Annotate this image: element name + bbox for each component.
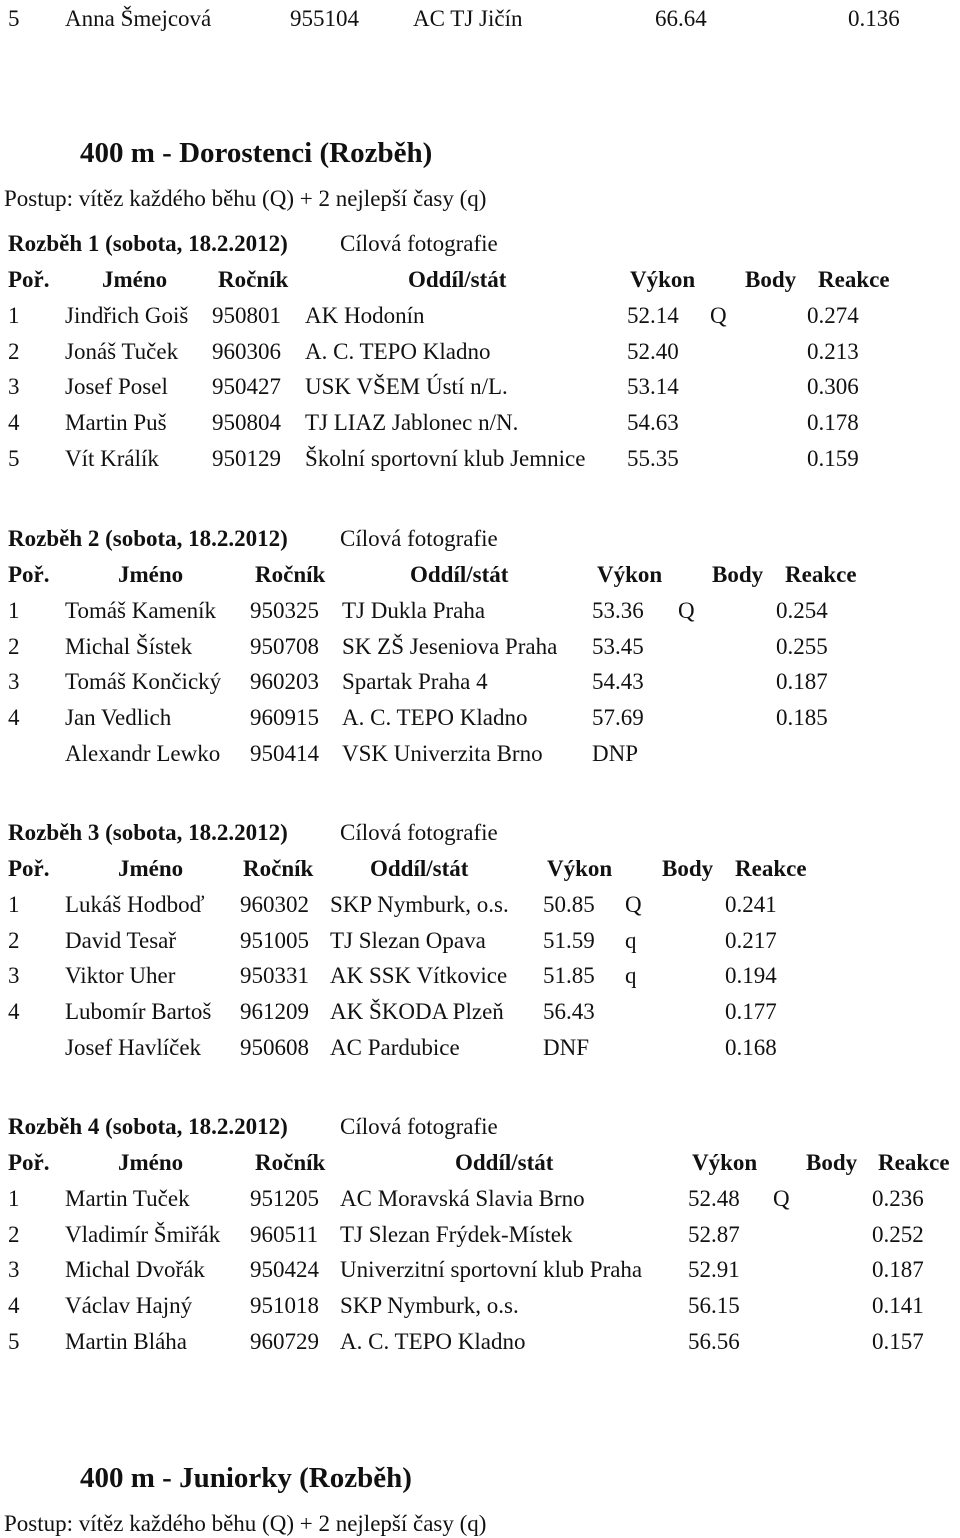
heat-4-row-2-result: 52.87	[688, 1222, 740, 1247]
heat-2-row-1-athlete-name: Tomáš Kameník	[65, 598, 217, 623]
heat-4-row-3-rank: 3	[8, 1257, 20, 1282]
heat-4-row-4-athlete-name: Václav Hajný	[65, 1293, 193, 1318]
heat-4-row-3-club: Univerzitní sportovní klub Praha	[340, 1257, 643, 1282]
heat-2-row-2-athlete-name: Michal Šístek	[65, 634, 193, 659]
heat-4-row-2-athlete-name: Vladimír Šmiřák	[65, 1222, 221, 1247]
heat-4-row-1-reaction: 0.236	[872, 1186, 924, 1211]
heat-4-row-1-athlete-name: Martin Tuček	[65, 1186, 190, 1211]
heat-3-row-1-rank: 1	[8, 892, 20, 917]
heat-1-col-reakce: Reakce	[818, 267, 890, 292]
heat-3-col-vykon: Výkon	[547, 856, 613, 881]
heat-3-row-2-club: TJ Slezan Opava	[330, 928, 486, 953]
heat-2-col-vykon: Výkon	[597, 562, 663, 587]
heat-1-row-2-athlete-name: Jonáš Tuček	[65, 339, 179, 364]
heat-2-row-5-result: DNP	[592, 741, 639, 766]
heat-1-row-5-athlete-name: Vít Králík	[65, 446, 159, 471]
qualification-rule: Postup: vítěz každého běhu (Q) + 2 nejlepší časy (q)	[4, 186, 487, 211]
heat-4-row-2-rank: 2	[8, 1222, 20, 1247]
heat-2-col-rocnik: Ročník	[255, 562, 326, 587]
heat-4-row-4-result: 56.15	[688, 1293, 740, 1318]
heat-3-row-5-birth-code: 950608	[240, 1035, 309, 1060]
heat-3-row-2-athlete-name: David Tesař	[65, 928, 177, 953]
heat-3-row-3-qualification: q	[625, 963, 637, 988]
heat-1-col-body: Body	[745, 267, 797, 292]
heat-3-row-1-qualification: Q	[625, 892, 642, 917]
heat-2-row-5-birth-code: 950414	[250, 741, 319, 766]
heat-2-row-1-reaction: 0.254	[776, 598, 828, 623]
heat-3-row-3-reaction: 0.194	[725, 963, 777, 988]
heat-1-row-3-birth-code: 950427	[212, 374, 281, 399]
heat-2-row-4-rank: 4	[8, 705, 20, 730]
heat-1-title: Rozběh 1 (sobota, 18.2.2012)	[8, 231, 288, 256]
heat-2-row-3-birth-code: 960203	[250, 669, 319, 694]
heat-3-row-5-athlete-name: Josef Havlíček	[65, 1035, 202, 1060]
heat-1-row-4-birth-code: 950804	[212, 410, 281, 435]
heat-2-col-por: Poř.	[8, 562, 50, 587]
heat-3-row-1-club: SKP Nymburk, o.s.	[330, 892, 509, 917]
heat-3-row-3-result: 51.85	[543, 963, 595, 988]
heat-4-photo-finish: Cílová fotografie	[340, 1114, 498, 1139]
heat-3-row-4-rank: 4	[8, 999, 20, 1024]
heat-2-col-jmeno: Jméno	[118, 562, 184, 587]
heat-4-row-1-rank: 1	[8, 1186, 20, 1211]
heat-1-row-4-athlete-name: Martin Puš	[65, 410, 167, 435]
top-row-result: 66.64	[655, 6, 707, 31]
heat-4-row-4-reaction: 0.141	[872, 1293, 924, 1318]
heat-4-col-body: Body	[806, 1150, 858, 1175]
heat-1-row-2-club: A. C. TEPO Kladno	[305, 339, 491, 364]
heat-1-row-5-birth-code: 950129	[212, 446, 281, 471]
heat-3-row-2-birth-code: 951005	[240, 928, 309, 953]
event-title: 400 m - Dorostenci (Rozběh)	[80, 137, 433, 169]
heat-2-row-4-athlete-name: Jan Vedlich	[65, 705, 172, 730]
heat-3-row-3-rank: 3	[8, 963, 20, 988]
heat-3-row-2-result: 51.59	[543, 928, 595, 953]
heat-4-row-3-reaction: 0.187	[872, 1257, 924, 1282]
heat-2-col-reakce: Reakce	[785, 562, 857, 587]
heat-4-col-por: Poř.	[8, 1150, 50, 1175]
heat-4-col-oddil: Oddíl/stát	[455, 1150, 554, 1175]
heat-1-row-4-result: 54.63	[627, 410, 679, 435]
heat-2-row-1-birth-code: 950325	[250, 598, 319, 623]
heat-3-row-3-athlete-name: Viktor Uher	[65, 963, 176, 988]
heat-4-row-5-birth-code: 960729	[250, 1329, 319, 1354]
heat-3-row-4-birth-code: 961209	[240, 999, 309, 1024]
heat-1-row-4-reaction: 0.178	[807, 410, 859, 435]
heat-1-row-1-rank: 1	[8, 303, 20, 328]
heat-2-col-oddil: Oddíl/stát	[410, 562, 509, 587]
heat-3-photo-finish: Cílová fotografie	[340, 820, 498, 845]
heat-2-row-5-athlete-name: Alexandr Lewko	[65, 741, 221, 766]
heat-1-row-1-reaction: 0.274	[807, 303, 859, 328]
top-row-rank: 5	[8, 6, 20, 31]
heat-4-row-1-result: 52.48	[688, 1186, 740, 1211]
heat-3-title: Rozběh 3 (sobota, 18.2.2012)	[8, 820, 288, 845]
heat-3-row-3-birth-code: 950331	[240, 963, 309, 988]
heat-1-row-4-rank: 4	[8, 410, 20, 435]
heat-3-col-por: Poř.	[8, 856, 50, 881]
heat-1-row-5-club: Školní sportovní klub Jemnice	[305, 446, 586, 471]
heat-4-row-4-club: SKP Nymburk, o.s.	[340, 1293, 519, 1318]
heat-2-row-3-athlete-name: Tomáš Končický	[65, 669, 222, 694]
heat-2-row-1-result: 53.36	[592, 598, 644, 623]
heat-1-row-1-athlete-name: Jindřich Goiš	[65, 303, 189, 328]
heat-2-title: Rozběh 2 (sobota, 18.2.2012)	[8, 526, 288, 551]
heat-3-row-5-club: AC Pardubice	[330, 1035, 460, 1060]
heat-4-row-3-birth-code: 950424	[250, 1257, 319, 1282]
heat-1-row-1-birth-code: 950801	[212, 303, 281, 328]
heat-4-col-jmeno: Jméno	[118, 1150, 184, 1175]
heat-3-row-1-reaction: 0.241	[725, 892, 777, 917]
heat-2-row-1-qualification: Q	[678, 598, 695, 623]
heat-2-row-2-birth-code: 950708	[250, 634, 319, 659]
heat-1-col-rocnik: Ročník	[218, 267, 289, 292]
heat-2-row-4-result: 57.69	[592, 705, 644, 730]
heat-3-row-2-qualification: q	[625, 928, 637, 953]
heat-3-col-body: Body	[662, 856, 714, 881]
heat-3-row-5-reaction: 0.168	[725, 1035, 777, 1060]
heat-1-row-5-result: 55.35	[627, 446, 679, 471]
heat-2-row-2-reaction: 0.255	[776, 634, 828, 659]
heat-2-row-4-club: A. C. TEPO Kladno	[342, 705, 528, 730]
heat-3-col-rocnik: Ročník	[243, 856, 314, 881]
heat-2-row-3-rank: 3	[8, 669, 20, 694]
heat-4-row-1-qualification: Q	[773, 1186, 790, 1211]
heat-1-row-1-club: AK Hodonín	[305, 303, 425, 328]
heat-1-row-2-reaction: 0.213	[807, 339, 859, 364]
heat-4-col-reakce: Reakce	[878, 1150, 950, 1175]
heat-1-row-3-rank: 3	[8, 374, 20, 399]
heat-2-row-1-club: TJ Dukla Praha	[342, 598, 486, 623]
heat-4-row-5-rank: 5	[8, 1329, 20, 1354]
heat-2-row-3-result: 54.43	[592, 669, 644, 694]
heat-3-row-2-rank: 2	[8, 928, 20, 953]
heat-2-row-2-result: 53.45	[592, 634, 644, 659]
heat-1-row-3-reaction: 0.306	[807, 374, 859, 399]
heat-3-row-2-reaction: 0.217	[725, 928, 777, 953]
heat-4-row-5-club: A. C. TEPO Kladno	[340, 1329, 526, 1354]
heat-3-col-jmeno: Jméno	[118, 856, 184, 881]
heat-1-col-por: Poř.	[8, 267, 50, 292]
heat-1-col-jmeno: Jméno	[102, 267, 168, 292]
heat-1-row-3-result: 53.14	[627, 374, 679, 399]
heat-1-row-2-rank: 2	[8, 339, 20, 364]
top-row-athlete-name: Anna Šmejcová	[65, 6, 212, 31]
heat-4-row-4-birth-code: 951018	[250, 1293, 319, 1318]
top-row-birth-code: 955104	[290, 6, 359, 31]
top-row-reaction: 0.136	[848, 6, 900, 31]
heat-2-photo-finish: Cílová fotografie	[340, 526, 498, 551]
heat-1-row-2-birth-code: 960306	[212, 339, 281, 364]
heat-4-row-1-birth-code: 951205	[250, 1186, 319, 1211]
heat-4-row-5-result: 56.56	[688, 1329, 740, 1354]
heat-1-row-5-rank: 5	[8, 446, 20, 471]
heat-4-row-3-athlete-name: Michal Dvořák	[65, 1257, 205, 1282]
heat-1-row-1-result: 52.14	[627, 303, 679, 328]
heat-4-title: Rozběh 4 (sobota, 18.2.2012)	[8, 1114, 288, 1139]
heat-3-row-4-result: 56.43	[543, 999, 595, 1024]
heat-3-col-reakce: Reakce	[735, 856, 807, 881]
heat-2-row-5-club: VSK Univerzita Brno	[342, 741, 543, 766]
heat-1-row-3-club: USK VŠEM Ústí n/L.	[305, 374, 508, 399]
heat-3-row-4-reaction: 0.177	[725, 999, 777, 1024]
heat-2-row-4-reaction: 0.185	[776, 705, 828, 730]
heat-4-row-2-club: TJ Slezan Frýdek-Místek	[340, 1222, 573, 1247]
heat-2-row-4-birth-code: 960915	[250, 705, 319, 730]
heat-2-row-3-reaction: 0.187	[776, 669, 828, 694]
heat-4-col-rocnik: Ročník	[255, 1150, 326, 1175]
heat-2-row-2-club: SK ZŠ Jeseniova Praha	[342, 634, 558, 659]
heat-3-row-3-club: AK SSK Vítkovice	[330, 963, 508, 988]
heat-1-row-3-athlete-name: Josef Posel	[65, 374, 168, 399]
heat-3-row-5-result: DNF	[543, 1035, 590, 1060]
heat-1-row-1-qualification: Q	[710, 303, 727, 328]
heat-4-row-2-birth-code: 960511	[250, 1222, 319, 1247]
heat-4-row-5-reaction: 0.157	[872, 1329, 924, 1354]
heat-3-row-1-birth-code: 960302	[240, 892, 309, 917]
heat-3-row-4-athlete-name: Lubomír Bartoš	[65, 999, 212, 1024]
heat-4-col-vykon: Výkon	[692, 1150, 758, 1175]
heat-1-row-4-club: TJ LIAZ Jablonec n/N.	[305, 410, 519, 435]
heat-4-row-1-club: AC Moravská Slavia Brno	[340, 1186, 585, 1211]
heat-1-photo-finish: Cílová fotografie	[340, 231, 498, 256]
heat-3-row-1-athlete-name: Lukáš Hodboď	[65, 892, 205, 917]
heat-3-row-4-club: AK ŠKODA Plzeň	[330, 999, 504, 1024]
heat-4-row-4-rank: 4	[8, 1293, 20, 1318]
heat-2-row-2-rank: 2	[8, 634, 20, 659]
heat-4-row-5-athlete-name: Martin Bláha	[65, 1329, 187, 1354]
top-row-club: AC TJ Jičín	[413, 6, 523, 31]
event-title-juniorky: 400 m - Juniorky (Rozběh)	[80, 1462, 412, 1494]
qualification-rule-juniorky: Postup: vítěz každého běhu (Q) + 2 nejlepší časy (q)	[4, 1511, 487, 1536]
heat-3-row-1-result: 50.85	[543, 892, 595, 917]
heat-3-col-oddil: Oddíl/stát	[370, 856, 469, 881]
heat-4-row-3-result: 52.91	[688, 1257, 740, 1282]
heat-2-col-body: Body	[712, 562, 764, 587]
heat-1-row-2-result: 52.40	[627, 339, 679, 364]
heat-4-row-2-reaction: 0.252	[872, 1222, 924, 1247]
heat-1-col-vykon: Výkon	[630, 267, 696, 292]
heat-1-row-5-reaction: 0.159	[807, 446, 859, 471]
heat-1-col-oddil: Oddíl/stát	[408, 267, 507, 292]
heat-2-row-3-club: Spartak Praha 4	[342, 669, 488, 694]
heat-2-row-1-rank: 1	[8, 598, 20, 623]
